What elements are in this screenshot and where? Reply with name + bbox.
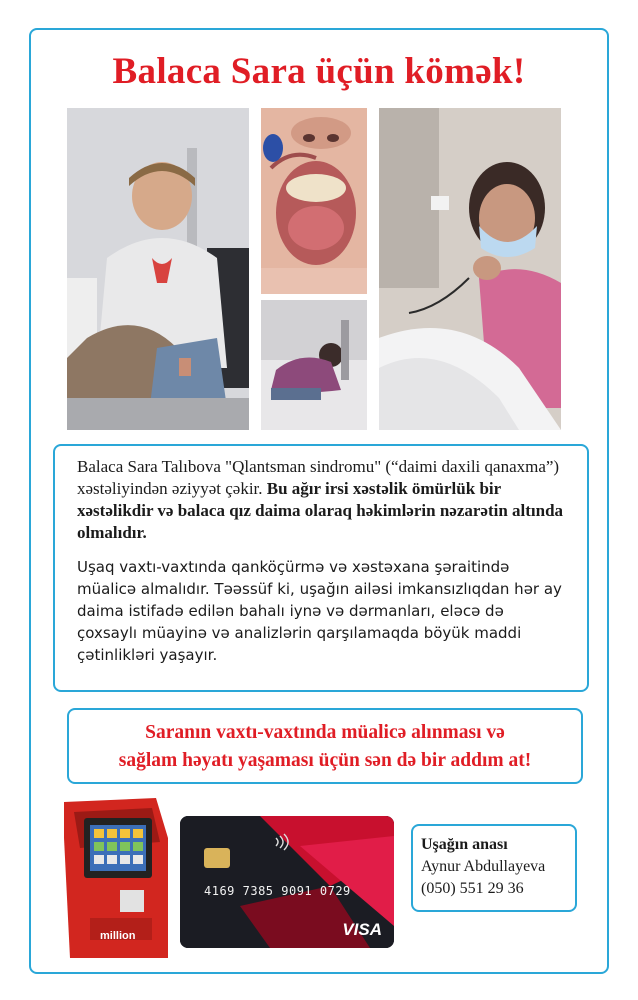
contact-phone: (050) 551 29 36 — [421, 880, 524, 897]
info-paragraph-needs: Uşaq vaxtı-vaxtında qanköçürmə və xəstəxana şəraitində müalicə almalıdır. Təəssüf ki, uşağın ailəsi imkansızlıqdan hər ay daima istifadə edilən bahalı iynə və dərmanları, eləcə də çoxsaylı müayinə və analizlərin qarşılamaqda böyük maddi çətinlikləri yaşayır. — [77, 558, 562, 664]
call-to-action-box — [67, 708, 583, 784]
contact-role: Uşağın anası — [421, 836, 508, 853]
contact-name: Aynur Abdullayeva — [421, 858, 546, 875]
bank-card-image — [180, 816, 394, 948]
info-diagnosis-text: Balaca Sara Talıbova "Qlantsman sindromu" (“daimi daxili qanaxma”) xəstəliyindən əziyyət çəkir. — [77, 457, 560, 498]
cta-line-2: sağlam həyatı yaşaması üçün sən də bir addım at! — [118, 750, 532, 771]
info-box — [53, 444, 589, 692]
card-brand-logo: VISA — [342, 920, 382, 939]
contact-box — [411, 824, 577, 912]
photo-girl-lying-bed — [261, 300, 367, 430]
photo-girl-hospital-chair — [67, 108, 249, 430]
info-paragraph-diagnosis — [77, 456, 565, 544]
payment-kiosk-image — [60, 798, 172, 958]
cta-line-1: Saranın vaxtı-vaxtında müalicə alınması və — [145, 722, 505, 743]
photo-mouth-closeup — [261, 108, 367, 294]
kiosk-logo-text: million — [100, 930, 136, 942]
poster-title: Balaca Sara üçün kömək! — [112, 51, 526, 92]
info-diagnosis-emphasis: Bu ağır irsi xəstəlik ömürlük bir xəstəlikdir və balaca qız daima olaraq həkimlərin nəzarətin altında olmalıdır. — [77, 479, 564, 542]
photo-girl-with-mask — [379, 108, 561, 430]
card-number: 4169 7385 9091 0729 — [204, 884, 351, 898]
